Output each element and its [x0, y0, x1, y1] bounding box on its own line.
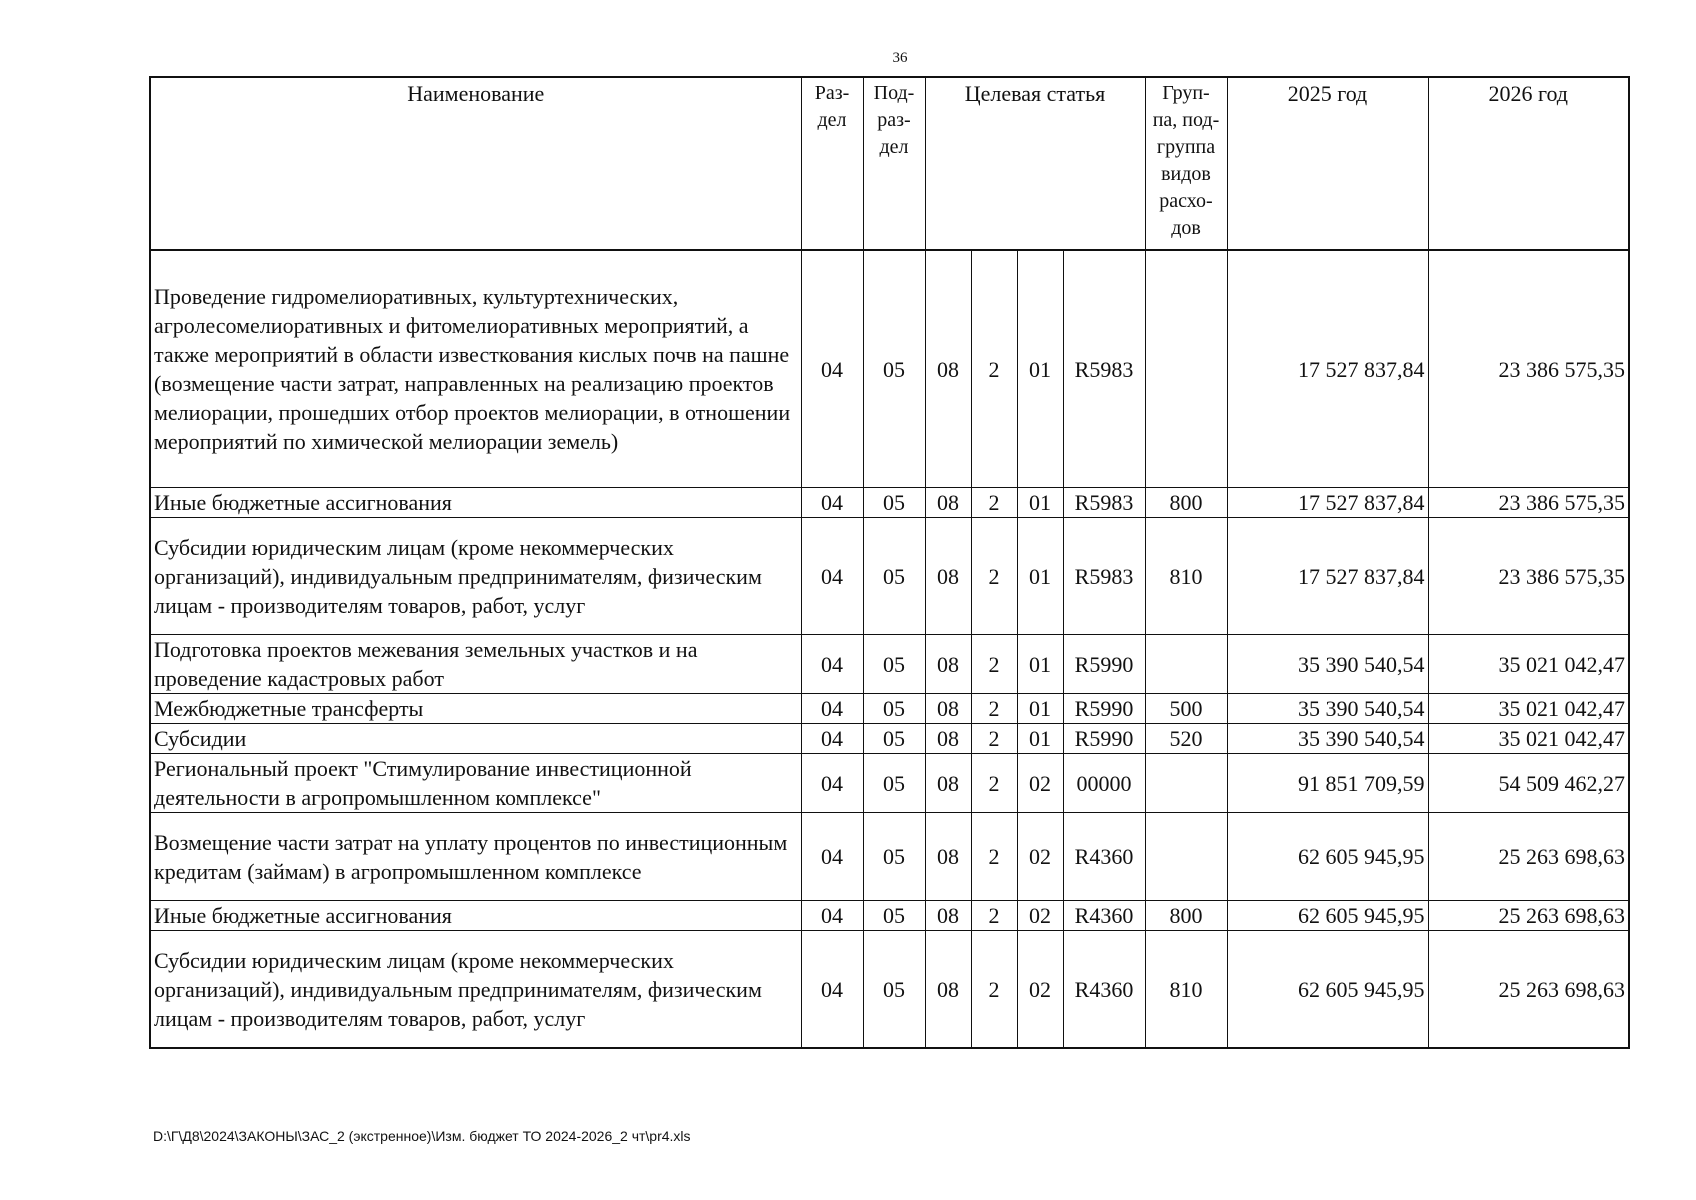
row-podrazdel: 05 — [863, 694, 925, 724]
row-razdel: 04 — [801, 635, 863, 694]
row-podrazdel: 05 — [863, 635, 925, 694]
header-2025: 2025 год — [1227, 77, 1428, 250]
row-2026: 25 263 698,63 — [1428, 901, 1629, 931]
row-target-1: 08 — [925, 931, 971, 1049]
row-2026: 54 509 462,27 — [1428, 754, 1629, 813]
row-podrazdel: 05 — [863, 931, 925, 1049]
row-target-4: R5983 — [1063, 250, 1145, 488]
row-target-3: 01 — [1017, 250, 1063, 488]
row-target-1: 08 — [925, 250, 971, 488]
row-target-2: 2 — [971, 518, 1017, 635]
table-row — [150, 694, 1629, 724]
header-target-article: Целевая статья — [925, 77, 1145, 250]
row-name: Подготовка проектов межевания земельных участков и на проведение кадастровых работ — [150, 635, 801, 694]
row-name: Проведение гидромелиоративных, культуртехнических, агролесомелиоративных и фитомелиоративных мероприятий, а также мероприятий в области известкования кислых почв на пашне (возмещение части затрат, направленных на реализацию проектов мелиорации, прошедших отбор проектов мелиорации, в отношении мероприятий по химической мелиорации земель) — [150, 250, 801, 488]
row-group: 810 — [1145, 518, 1227, 635]
row-target-4: 00000 — [1063, 754, 1145, 813]
row-group — [1145, 813, 1227, 901]
row-target-4: R4360 — [1063, 901, 1145, 931]
row-podrazdel: 05 — [863, 518, 925, 635]
row-target-3: 02 — [1017, 931, 1063, 1049]
row-2025: 91 851 709,59 — [1227, 754, 1428, 813]
row-2026: 35 021 042,47 — [1428, 635, 1629, 694]
row-group: 520 — [1145, 724, 1227, 754]
header-razdel: Раз- дел — [801, 77, 863, 250]
row-2025: 17 527 837,84 — [1227, 518, 1428, 635]
row-razdel: 04 — [801, 754, 863, 813]
row-target-2: 2 — [971, 488, 1017, 518]
row-group: 800 — [1145, 901, 1227, 931]
row-2025: 35 390 540,54 — [1227, 635, 1428, 694]
row-name: Иные бюджетные ассигнования — [150, 901, 801, 931]
row-target-2: 2 — [971, 635, 1017, 694]
row-target-3: 01 — [1017, 724, 1063, 754]
row-group: 810 — [1145, 931, 1227, 1049]
row-target-2: 2 — [971, 754, 1017, 813]
row-target-3: 02 — [1017, 901, 1063, 931]
row-podrazdel: 05 — [863, 754, 925, 813]
row-target-2: 2 — [971, 694, 1017, 724]
row-2025: 35 390 540,54 — [1227, 694, 1428, 724]
row-2026: 25 263 698,63 — [1428, 813, 1629, 901]
row-target-3: 01 — [1017, 518, 1063, 635]
table-row — [150, 724, 1629, 754]
row-name: Субсидии — [150, 724, 801, 754]
row-2026: 35 021 042,47 — [1428, 724, 1629, 754]
row-target-3: 01 — [1017, 488, 1063, 518]
row-target-2: 2 — [971, 931, 1017, 1049]
row-2026: 35 021 042,47 — [1428, 694, 1629, 724]
page-number: 36 — [892, 50, 908, 66]
row-group: 800 — [1145, 488, 1227, 518]
row-target-1: 08 — [925, 488, 971, 518]
row-group — [1145, 754, 1227, 813]
row-2025: 62 605 945,95 — [1227, 931, 1428, 1049]
row-target-4: R4360 — [1063, 931, 1145, 1049]
row-target-1: 08 — [925, 724, 971, 754]
row-target-1: 08 — [925, 694, 971, 724]
row-target-2: 2 — [971, 813, 1017, 901]
row-2025: 17 527 837,84 — [1227, 488, 1428, 518]
row-target-4: R5990 — [1063, 694, 1145, 724]
row-2026: 23 386 575,35 — [1428, 488, 1629, 518]
row-name: Иные бюджетные ассигнования — [150, 488, 801, 518]
table-row — [150, 813, 1629, 901]
row-group — [1145, 250, 1227, 488]
row-razdel: 04 — [801, 901, 863, 931]
row-podrazdel: 05 — [863, 488, 925, 518]
row-target-4: R5990 — [1063, 635, 1145, 694]
table-row — [150, 754, 1629, 813]
budget-table — [149, 76, 1630, 1049]
row-name: Межбюджетные трансферты — [150, 694, 801, 724]
row-group: 500 — [1145, 694, 1227, 724]
row-2025: 17 527 837,84 — [1227, 250, 1428, 488]
header-2026: 2026 год — [1428, 77, 1629, 250]
row-razdel: 04 — [801, 931, 863, 1049]
row-target-3: 01 — [1017, 694, 1063, 724]
row-name: Возмещение части затрат на уплату процентов по инвестиционным кредитам (займам) в агропромышленном комплексе — [150, 813, 801, 901]
table-row — [150, 901, 1629, 931]
row-target-4: R5990 — [1063, 724, 1145, 754]
row-target-3: 01 — [1017, 635, 1063, 694]
row-target-4: R4360 — [1063, 813, 1145, 901]
row-target-3: 02 — [1017, 813, 1063, 901]
row-name: Субсидии юридическим лицам (кроме некоммерческих организаций), индивидуальным предпринимателям, физическим лицам - производителям товаров, работ, услуг — [150, 518, 801, 635]
row-podrazdel: 05 — [863, 901, 925, 931]
row-2025: 35 390 540,54 — [1227, 724, 1428, 754]
table-row — [150, 518, 1629, 635]
header-name: Наименование — [150, 77, 801, 250]
row-name: Региональный проект "Стимулирование инвестиционной деятельности в агропромышленном комплексе" — [150, 754, 801, 813]
row-razdel: 04 — [801, 813, 863, 901]
row-target-2: 2 — [971, 901, 1017, 931]
row-podrazdel: 05 — [863, 813, 925, 901]
row-target-4: R5983 — [1063, 488, 1145, 518]
row-target-1: 08 — [925, 518, 971, 635]
row-razdel: 04 — [801, 694, 863, 724]
row-razdel: 04 — [801, 250, 863, 488]
row-2025: 62 605 945,95 — [1227, 901, 1428, 931]
row-2025: 62 605 945,95 — [1227, 813, 1428, 901]
footer-file-path: D:\Г\Д8\2024\ЗАКОНЫ\ЗАС_2 (экстренное)\Изм. бюджет ТО 2024-2026_2 чт\pr4.xls — [153, 1128, 691, 1144]
row-razdel: 04 — [801, 518, 863, 635]
row-target-1: 08 — [925, 754, 971, 813]
table-row — [150, 931, 1629, 1049]
row-2026: 23 386 575,35 — [1428, 518, 1629, 635]
row-target-2: 2 — [971, 724, 1017, 754]
row-razdel: 04 — [801, 724, 863, 754]
row-name: Субсидии юридическим лицам (кроме некоммерческих организаций), индивидуальным предпринимателям, физическим лицам - производителям товаров, работ, услуг — [150, 931, 801, 1049]
row-target-1: 08 — [925, 813, 971, 901]
header-podrazdel: Под- раз- дел — [863, 77, 925, 250]
row-2026: 25 263 698,63 — [1428, 931, 1629, 1049]
row-target-2: 2 — [971, 250, 1017, 488]
table-header-row — [150, 77, 1629, 250]
row-target-1: 08 — [925, 901, 971, 931]
row-podrazdel: 05 — [863, 724, 925, 754]
row-target-4: R5983 — [1063, 518, 1145, 635]
table-row — [150, 488, 1629, 518]
table-row — [150, 250, 1629, 488]
row-target-3: 02 — [1017, 754, 1063, 813]
row-group — [1145, 635, 1227, 694]
header-group: Груп- па, под- группа видов расхо- дов — [1145, 77, 1227, 250]
row-podrazdel: 05 — [863, 250, 925, 488]
row-target-1: 08 — [925, 635, 971, 694]
row-razdel: 04 — [801, 488, 863, 518]
table-row — [150, 635, 1629, 694]
row-2026: 23 386 575,35 — [1428, 250, 1629, 488]
